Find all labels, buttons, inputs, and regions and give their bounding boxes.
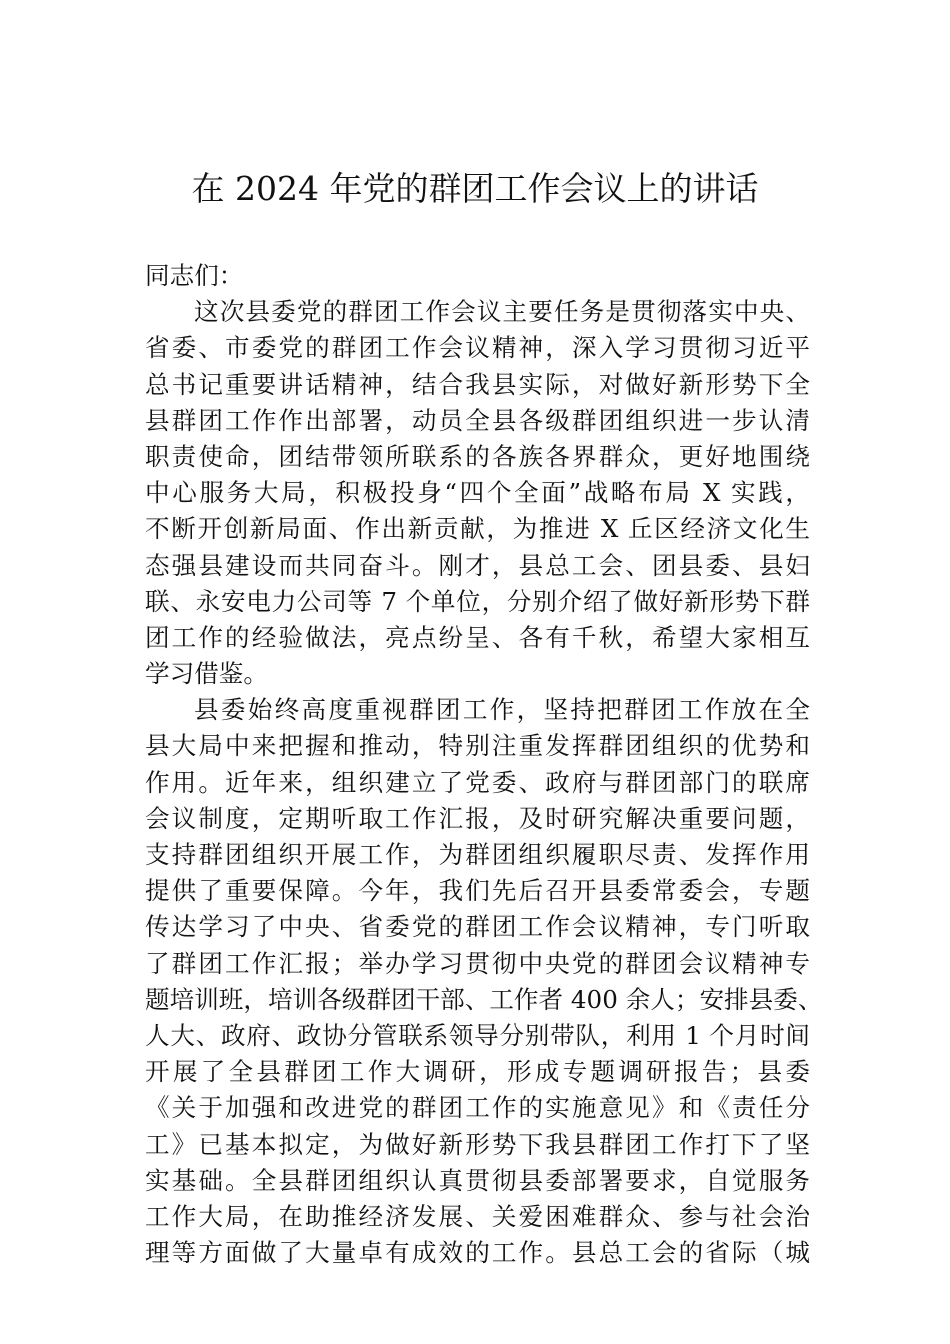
text-line: 中心服务大局，积极投身“四个全面”战略布局 X 实践， [145,478,810,508]
text-line: 开展了全县群团工作大调研，形成专题调研报告；县委 [145,1057,810,1087]
text-line: 总书记重要讲话精神，结合我县实际，对做好新形势下全 [145,369,810,399]
text-line: 学习借鉴。 [145,659,268,689]
text-line: 同志们： [145,261,244,290]
text-line: 工作大局，在助推经济发展、关爱困难群众、参与社会治 [145,1201,810,1231]
text-line: 人大、政府、政协分管联系领导分别带队，利用 1 个月时间 [145,1020,810,1050]
text-line: 职责使命，团结带领所联系的各族各界群众，更好地围绕 [145,441,810,471]
text-line: 会议制度，定期听取工作汇报，及时研究解决重要问题， [145,803,810,833]
text-line: 了群团工作汇报；举办学习贯彻中央党的群团会议精神专 [145,948,810,978]
text-line: 联、永安电力公司等 7 个单位，分别介绍了做好新形势下群 [145,586,810,616]
text-line: 态强县建设而共同奋斗。刚才，县总工会、团县委、县妇 [145,550,810,580]
text-line: 实基础。全县群团组织认真贯彻县委部署要求，自觉服务 [145,1165,810,1195]
text-line: 提供了重要保障。今年，我们先后召开县委常委会，专题 [145,876,810,906]
text-line: 工》已基本拟定，为做好新形势下我县群团工作打下了坚 [145,1129,810,1159]
text-line: 省委、市委党的群团工作会议精神，深入学习贯彻习近平 [145,333,810,363]
text-line: 传达学习了中央、省委党的群团工作会议精神，专门听取 [145,912,810,942]
text-line: 支持群团组织开展工作，为群团组织履职尽责、发挥作用 [145,840,810,869]
text-line: 题培训班，培训各级群团干部、工作者 400 余人；安排县委、 [145,984,823,1014]
text-line: 团工作的经验做法，亮点纷呈、各有千秋，希望大家相互 [145,622,810,652]
text-line: 《关于加强和改进党的群团工作的实施意见》和《责任分 [145,1093,810,1123]
text-line: 县委始终高度重视群团工作，坚持把群团工作放在全 [194,695,810,725]
document-body [145,258,823,1271]
text-line: 这次县委党的群团工作会议主要任务是贯彻落实中央、 [194,297,810,327]
text-line: 理等方面做了大量卓有成效的工作。县总工会的省际（城 [145,1238,810,1268]
document-title: 在 2024 年党的群团工作会议上的讲话 [191,169,759,208]
text-line: 县群团工作作出部署，动员全县各级群团组织进一步认清 [145,405,810,435]
text-line: 不断开创新局面、作出新贡献，为推进 X 丘区经济文化生 [145,514,810,544]
text-line: 县大局中来把握和推动，特别注重发挥群团组织的优势和 [145,731,810,761]
text-line: 作用。近年来，组织建立了党委、政府与群团部门的联席 [145,767,810,797]
